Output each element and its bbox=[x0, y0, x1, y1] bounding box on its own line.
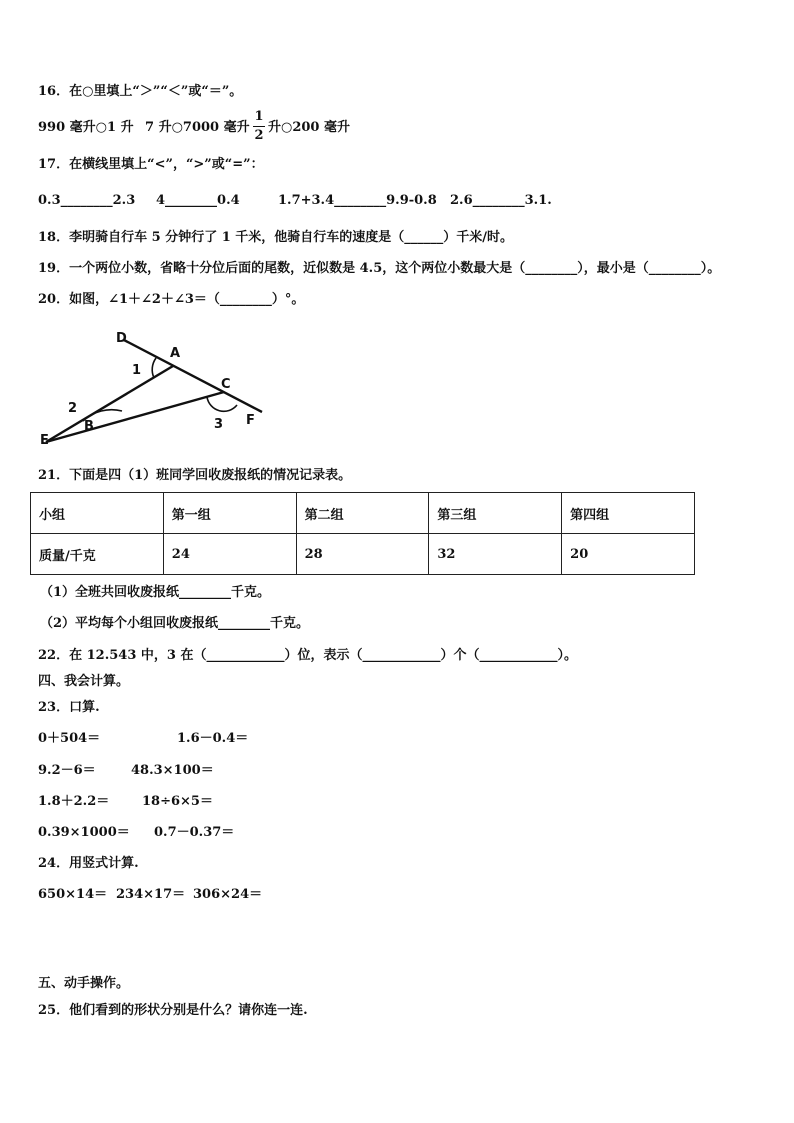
table-cell: 质量/千克 bbox=[31, 534, 164, 575]
q16-item-1: 990 毫升○1 升 bbox=[38, 120, 134, 135]
table-cell: 20 bbox=[562, 534, 695, 575]
q16-fraction-denominator: 2 bbox=[254, 128, 264, 143]
table-cell: 第一组 bbox=[163, 493, 296, 534]
q23-item: 0.7－0.37＝ bbox=[154, 825, 235, 840]
angle-figure bbox=[36, 326, 276, 452]
q19-text: 19．一个两位小数，省略十分位后面的尾数，近似数是 4.5，这个两位小数最大是（________），最小是（________）。 bbox=[38, 261, 721, 276]
q17-item-4: 2.6________3.1. bbox=[450, 193, 552, 208]
label-c: C bbox=[221, 377, 231, 392]
q23-item: 0.39×1000＝ bbox=[38, 825, 130, 840]
q25-text: 25．他们看到的形状分别是什么？请你连一连. bbox=[38, 1003, 308, 1018]
angle-3-arc bbox=[207, 397, 237, 411]
q16-item-3: 升○200 毫升 bbox=[268, 120, 351, 135]
line-e-c bbox=[46, 392, 224, 442]
label-d: D bbox=[116, 331, 127, 346]
q24-title: 24．用竖式计算. bbox=[38, 856, 139, 871]
table-cell: 小组 bbox=[31, 493, 164, 534]
label-f: F bbox=[246, 413, 255, 428]
q18-text: 18．李明骑自行车 5 分钟行了 1 千米，他骑自行车的速度是（______）千米/时。 bbox=[38, 230, 514, 245]
q17-item-2: 4________0.4 bbox=[156, 193, 240, 208]
table-cell: 28 bbox=[296, 534, 429, 575]
label-angle-2: 2 bbox=[68, 401, 78, 416]
q21-sub-1: （1）全班共回收废报纸________千克。 bbox=[40, 585, 271, 600]
q17-item-1: 0.3________2.3 bbox=[38, 193, 136, 208]
q22-text: 22．在 12.543 中，3 在（____________）位，表示（____________）个（____________）。 bbox=[38, 648, 577, 663]
label-a: A bbox=[170, 346, 181, 361]
table-cell: 第四组 bbox=[562, 493, 695, 534]
q16-item-2: 7 升○7000 毫升 bbox=[145, 120, 250, 135]
table-cell: 24 bbox=[163, 534, 296, 575]
q17-item-3: 1.7+3.4________9.9-0.8 bbox=[278, 193, 437, 208]
q23-item: 0＋504＝ bbox=[38, 731, 101, 746]
label-b: B bbox=[84, 419, 94, 434]
q16-fraction-numerator: 1 bbox=[254, 109, 264, 124]
table-row bbox=[31, 534, 695, 575]
table-cell: 32 bbox=[429, 534, 562, 575]
section-4-heading: 四、我会计算。 bbox=[38, 674, 130, 689]
section-5-heading: 五、动手操作。 bbox=[38, 976, 130, 991]
q24-item: 650×14＝ bbox=[38, 887, 108, 902]
q24-item: 306×24＝ bbox=[193, 887, 263, 902]
q23-item: 18÷6×5＝ bbox=[142, 794, 213, 809]
q20-text: 20．如图，∠1＋∠2＋∠3＝（________）°。 bbox=[38, 292, 305, 307]
label-angle-1: 1 bbox=[132, 363, 142, 378]
q23-item: 9.2－6＝ bbox=[38, 763, 96, 778]
q23-item: 1.8＋2.2＝ bbox=[38, 794, 110, 809]
q23-item: 1.6－0.4＝ bbox=[177, 731, 249, 746]
q21-sub-2: （2）平均每个小组回收废报纸________千克。 bbox=[40, 616, 310, 631]
q16-title: 16．在○里填上“＞”“＜”或“＝”。 bbox=[38, 84, 243, 99]
q23-title: 23．口算. bbox=[38, 700, 100, 715]
table-cell: 第二组 bbox=[296, 493, 429, 534]
angle-1-arc bbox=[152, 358, 156, 378]
table-cell: 第三组 bbox=[429, 493, 562, 534]
q24-item: 234×17＝ bbox=[116, 887, 186, 902]
label-e: E bbox=[40, 433, 49, 448]
label-angle-3: 3 bbox=[214, 417, 224, 432]
recycle-table bbox=[30, 492, 695, 575]
q23-item: 48.3×100＝ bbox=[131, 763, 214, 778]
q21-title: 21．下面是四（1）班同学回收废报纸的情况记录表。 bbox=[38, 468, 352, 483]
table-header-row bbox=[31, 493, 695, 534]
q17-title: 17．在横线里填上“<”，“>”或“=”： bbox=[38, 157, 264, 172]
q16-fraction-bar bbox=[253, 126, 265, 127]
